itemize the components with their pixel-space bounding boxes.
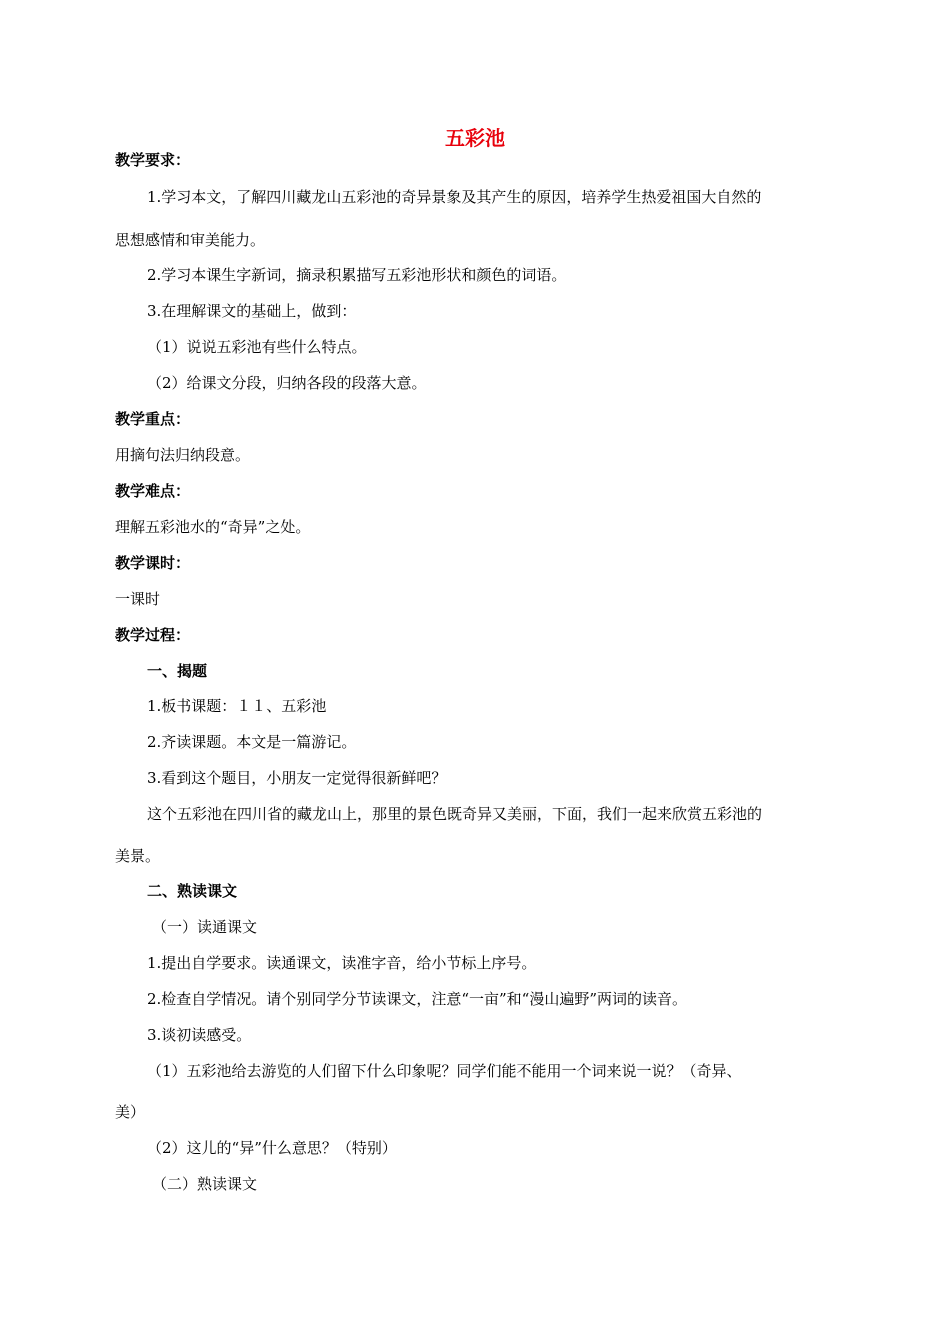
part-1-step-1: 1.板书课题：１１、五彩池: [147, 697, 327, 715]
part-1-step-2: 2.齐读课题。本文是一篇游记。: [147, 733, 357, 751]
part-2-subsection-1: （一）读通课文: [152, 918, 258, 936]
part-1-paragraph-line-1: 这个五彩池在四川省的藏龙山上，那里的景色既奇异又美丽，下面，我们一起来欣赏五彩池的: [147, 805, 763, 823]
part-2-step-3-item-1-line-1: （1）五彩池给去游览的人们留下什么印象呢？同学们能不能用一个词来说一说？（奇异、: [147, 1062, 742, 1080]
requirement-3-item-2: （2）给课文分段，归纳各段的段落大意。: [147, 374, 427, 392]
part-2-step-1: 1.提出自学要求。读通课文，读准字音，给小节标上序号。: [147, 954, 537, 972]
difficulty-text: 理解五彩池水的“奇异”之处。: [115, 518, 311, 536]
requirement-3-item-1: （1）说说五彩池有些什么特点。: [147, 338, 367, 356]
part-2-step-3: 3.谈初读感受。: [147, 1026, 252, 1044]
part-1-step-3: 3.看到这个题目，小朋友一定觉得很新鲜吧？: [147, 769, 447, 787]
part-1-heading: 一、揭题: [147, 662, 208, 680]
focus-heading: 教学重点：: [115, 410, 191, 428]
requirement-2: 2.学习本课生字新词，摘录积累描写五彩池形状和颜色的词语。: [147, 266, 567, 284]
part-2-step-3-item-2: （2）这儿的“异”什么意思？（特别）: [147, 1139, 397, 1157]
requirement-1-line-1: 1.学习本文，了解四川藏龙山五彩池的奇异景象及其产生的原因，培养学生热爱祖国大自然的: [147, 188, 762, 206]
difficulty-heading: 教学难点：: [115, 482, 191, 500]
hours-heading: 教学课时：: [115, 554, 191, 572]
part-1-paragraph-line-2: 美景。: [115, 847, 161, 865]
requirements-heading: 教学要求：: [115, 151, 191, 169]
part-2-subsection-2: （二）熟读课文: [152, 1175, 258, 1193]
requirement-1-line-2: 思想感情和审美能力。: [115, 231, 266, 249]
part-2-step-3-item-1-line-2: 美）: [115, 1103, 146, 1121]
requirement-3: 3.在理解课文的基础上，做到：: [147, 302, 357, 320]
hours-text: 一课时: [115, 590, 161, 608]
part-2-heading: 二、熟读课文: [147, 882, 238, 900]
process-heading: 教学过程：: [115, 626, 191, 644]
document-title: 五彩池: [445, 126, 505, 150]
part-2-step-2: 2.检查自学情况。请个别同学分节读课文，注意“一亩”和“漫山遍野”两词的读音。: [147, 990, 687, 1008]
focus-text: 用摘句法归纳段意。: [115, 446, 251, 464]
